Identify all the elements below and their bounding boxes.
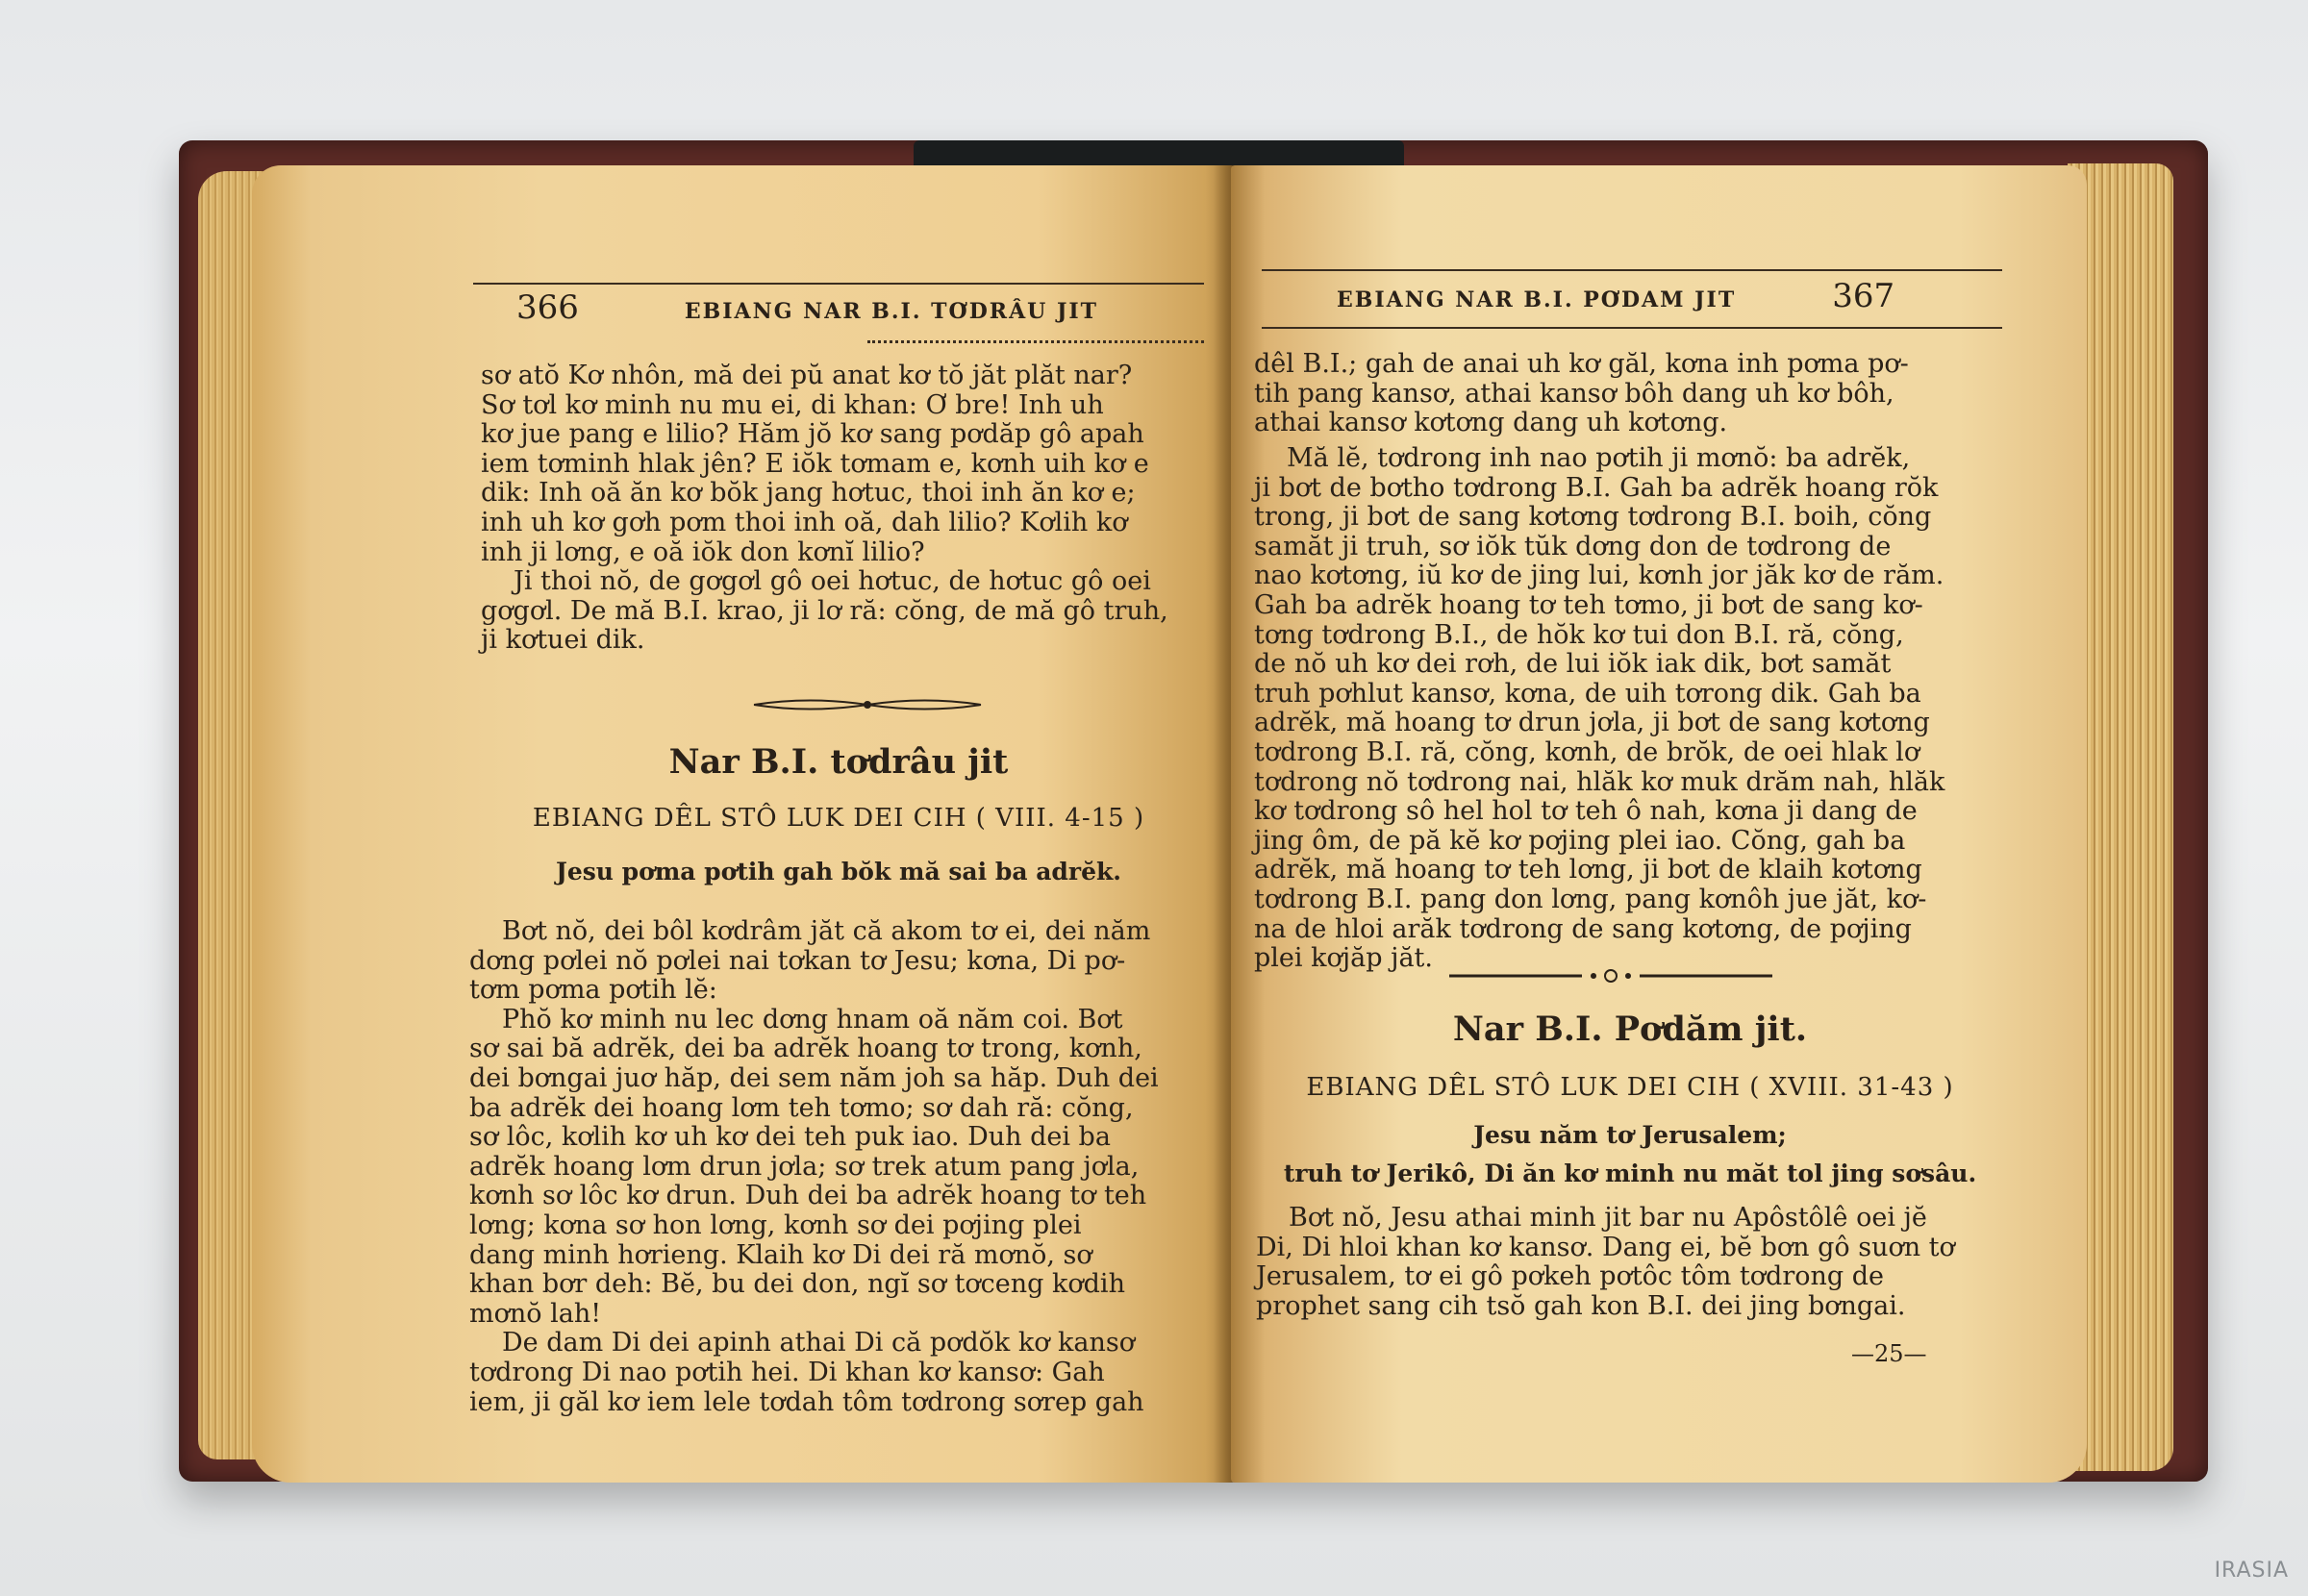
text-line: ji kơtuei dik. bbox=[481, 625, 645, 656]
text-line: ji bơt de bơtho tơdrong B.I. Gah ba adrĕk hoang rŏk bbox=[1254, 472, 1939, 503]
text-line: adrĕk, mă hoang tơ teh lơng, ji bơt de klaih kơtơng bbox=[1254, 855, 1922, 885]
text-line: tơdrong B.I. pang don lơng, pang kơnôh jue jăt, kơ- bbox=[1254, 884, 1927, 914]
left-body-text bbox=[469, 917, 1210, 1417]
left-page-header bbox=[516, 288, 1209, 327]
text-line: kơ tơdrong sô hel hol tơ teh ô nah, kơna ji dang de bbox=[1254, 796, 1918, 827]
text-line: Bơt nŏ, Jesu athai minh jit bar nu Apôstôlê oei jĕ bbox=[1289, 1203, 1927, 1233]
text-line: tơdrong nŏ tơdrong nai, hlăk kơ muk drăm nah, hlăk bbox=[1254, 766, 1945, 797]
text-line: Bơt nŏ, dei bôl kơdrâm jăt că akom tơ ei, dei năm bbox=[502, 916, 1151, 946]
right-page bbox=[1231, 165, 2087, 1483]
section-title: Nar B.I. Pơdăm jit. bbox=[1452, 1010, 1808, 1049]
text-line: samăt ji truh, sơ iŏk tŭk dơng don de tơdrong de bbox=[1254, 531, 1892, 561]
text-line: De dam Di dei apinh athai Di că pơdŏk kơ kansơ bbox=[502, 1328, 1135, 1359]
text-line: truh pơhlut kansơ, kơna, de uih tơrong dik. Gah ba bbox=[1254, 678, 1921, 709]
section-title: Nar B.I. tơdrâu jit bbox=[668, 742, 1009, 782]
text-line: adrĕk, mă hoang tơ drun jơla, ji bơt de sang kơtơng bbox=[1254, 708, 1930, 738]
header-rule-top bbox=[1262, 269, 2002, 271]
summary-line: truh tơ Jerikô, Di ăn kơ minh nu măt tol jing sơsâu. bbox=[1283, 1160, 1977, 1187]
gospel-reference: EBIANG DÊL STÔ LUK DEI CIH ( XVIII. 31-43 ) bbox=[1306, 1073, 1954, 1102]
text-line: na de hloi arăk tơdrong de sang kơtơng, de pơjing bbox=[1254, 913, 1912, 944]
running-head: EBIANG NAR B.I. PƠDAM JIT bbox=[1337, 287, 1737, 312]
left-continuation-text bbox=[481, 362, 1212, 656]
text-line: dang minh hơrieng. Klaih kơ Di dei ră mơnŏ, sơ bbox=[469, 1239, 1092, 1270]
text-line: ba adrĕk dei hoang lơm teh tơmo; sơ dah ră: cŏng, bbox=[469, 1092, 1134, 1123]
text-line: lơng; kơna sơ hon lơng, kơnh sơ dei pơjing plei bbox=[469, 1209, 1082, 1240]
text-line: khan bơr deh: Bĕ, bu dei don, ngĭ sơ tơceng kơdih bbox=[469, 1269, 1125, 1300]
text-line: jing ôm, de pă kĕ kơ pơjing plei iao. Cŏng, gah ba bbox=[1254, 825, 1906, 856]
text-line: Phŏ kơ minh nu lec dơng hnam oă năm coi. Bơt bbox=[502, 1004, 1123, 1035]
running-head: EBIANG NAR B.I. TƠDRÂU JIT bbox=[684, 299, 1099, 324]
page-number: 367 bbox=[1832, 277, 1895, 315]
header-rule-top bbox=[473, 283, 1204, 285]
text-line: Ji thoi nŏ, de gơgơl gô oei hơtuc, de hơtuc gô oei bbox=[514, 566, 1151, 597]
right-body-text bbox=[1256, 1204, 2006, 1321]
watermark: IRASIA bbox=[2214, 1559, 2289, 1583]
text-line: inh ji lơng, e oă iŏk don kơnĭ lilio? bbox=[481, 536, 925, 567]
text-line: dơng pơlei nŏ pơlei nai tơkan tơ Jesu; kơna, Di pơ- bbox=[469, 945, 1126, 976]
gospel-reference: EBIANG DÊL STÔ LUK DEI CIH ( VIII. 4-15 ) bbox=[532, 804, 1145, 833]
right-parable-explanation bbox=[1254, 444, 2004, 974]
text-line: adrĕk hoang lơm drun jơla; sơ trek atum pang jơla, bbox=[469, 1151, 1140, 1182]
signature-mark: —25— bbox=[1851, 1340, 1927, 1367]
header-rule-bottom bbox=[1262, 327, 2002, 329]
text-line: tơm pơma pơtih lĕ: bbox=[469, 975, 717, 1006]
summary-line: Jesu năm tơ Jerusalem; bbox=[1473, 1121, 1787, 1149]
text-line: tơdrong B.I. ră, cŏng, kơnh, de brŏk, de oei hlak lơ bbox=[1254, 736, 1920, 767]
text-line: Gah ba adrĕk hoang tơ teh tơmo, ji bơt de sang kơ- bbox=[1254, 589, 1923, 620]
text-line: Di, Di hloi khan kơ kansơ. Dang ei, bĕ bơn gô suơn tơ bbox=[1256, 1232, 1955, 1262]
text-line: dêl B.I.; gah de anai uh kơ găl, kơna inh pơma pơ- bbox=[1254, 349, 1909, 379]
text-line: iem tơminh hlak jên? E iŏk tơmam e, kơnh uih kơ e bbox=[481, 448, 1149, 479]
text-line: gơgơl. De mă B.I. krao, ji lơ ră: cŏng, de mă gô truh, bbox=[481, 595, 1168, 626]
text-line: tih pang kansơ, athai kansơ bôh dang uh kơ bôh, bbox=[1254, 378, 1894, 409]
text-line: kơnh sơ lôc kơ drun. Duh dei ba adrĕk hoang tơ teh bbox=[469, 1181, 1147, 1211]
text-line: kơ jue pang e lilio? Hăm jŏ kơ sang pơdăp gô apah bbox=[481, 419, 1144, 450]
text-line: sơ lôc, kơlih kơ uh kơ dei teh puk iao. Duh dei ba bbox=[469, 1122, 1111, 1153]
right-continuation-text bbox=[1254, 350, 2004, 438]
page-number: 366 bbox=[516, 288, 579, 327]
text-line: Mă lĕ, tơdrong inh nao pơtih ji mơnŏ: ba adrĕk, bbox=[1287, 443, 1911, 473]
text-line: tơdrong Di nao pơtih hei. Di khan kơ kansơ: Gah bbox=[469, 1357, 1105, 1387]
section-ornament bbox=[752, 696, 983, 713]
text-line: athai kansơ kơtơng dang uh kơtơng. bbox=[1254, 408, 1728, 438]
text-line: mơnŏ lah! bbox=[469, 1298, 602, 1329]
text-line: de nŏ uh kơ dei rơh, de lui iŏk iak dik, bơt samăt bbox=[1254, 649, 1892, 680]
text-line: nao kơtơng, iŭ kơ de jing lui, kơnh jor jăk kơ de răm. bbox=[1254, 561, 1944, 591]
text-line: tơng tơdrong B.I., de hŏk kơ tui don B.I. ră, cŏng, bbox=[1254, 619, 1904, 650]
text-line: dik: Inh oă ăn kơ bŏk jang hơtuc, thoi inh ăn kơ e; bbox=[481, 478, 1136, 509]
text-line: dei bơngai juơ hăp, dei sem năm joh sa hăp. Duh dei bbox=[469, 1062, 1159, 1093]
text-line: iem, ji găl kơ iem lele tơdah tôm tơdrong sơrep gah bbox=[469, 1386, 1144, 1417]
text-line: trong, ji bơt de sang kơtơng tơdrong B.I. boih, cŏng bbox=[1254, 502, 1932, 533]
text-line: sơ sai bă adrĕk, dei ba adrĕk hoang tơ trong, kơnh, bbox=[469, 1034, 1142, 1064]
left-page bbox=[252, 165, 1235, 1483]
header-rule-dotted bbox=[867, 340, 1204, 343]
text-line: prophet sang cih tsŏ gah kon B.I. dei jing bơngai. bbox=[1256, 1290, 1906, 1321]
text-line: Sơ tơl kơ minh nu mu ei, di khan: Ơ bre! Inh uh bbox=[481, 389, 1104, 420]
text-line: Jerusalem, tơ ei gô pơkeh pơtôc tôm tơdrong de bbox=[1256, 1261, 1884, 1292]
text-line: inh uh kơ gơh pơm thoi inh oă, dah lilio? Kơlih kơ bbox=[481, 507, 1128, 537]
summary-line: Jesu pơma pơtih gah bŏk mă sai ba adrĕk. bbox=[555, 858, 1121, 885]
text-line: sơ atŏ Kơ nhôn, mă dei pŭ anat kơ tŏ jăt plăt nar? bbox=[481, 361, 1133, 390]
right-page-header bbox=[1337, 277, 2010, 315]
section-ornament bbox=[1447, 967, 1774, 985]
text-line: plei kơjăp jăt. bbox=[1254, 943, 1433, 974]
